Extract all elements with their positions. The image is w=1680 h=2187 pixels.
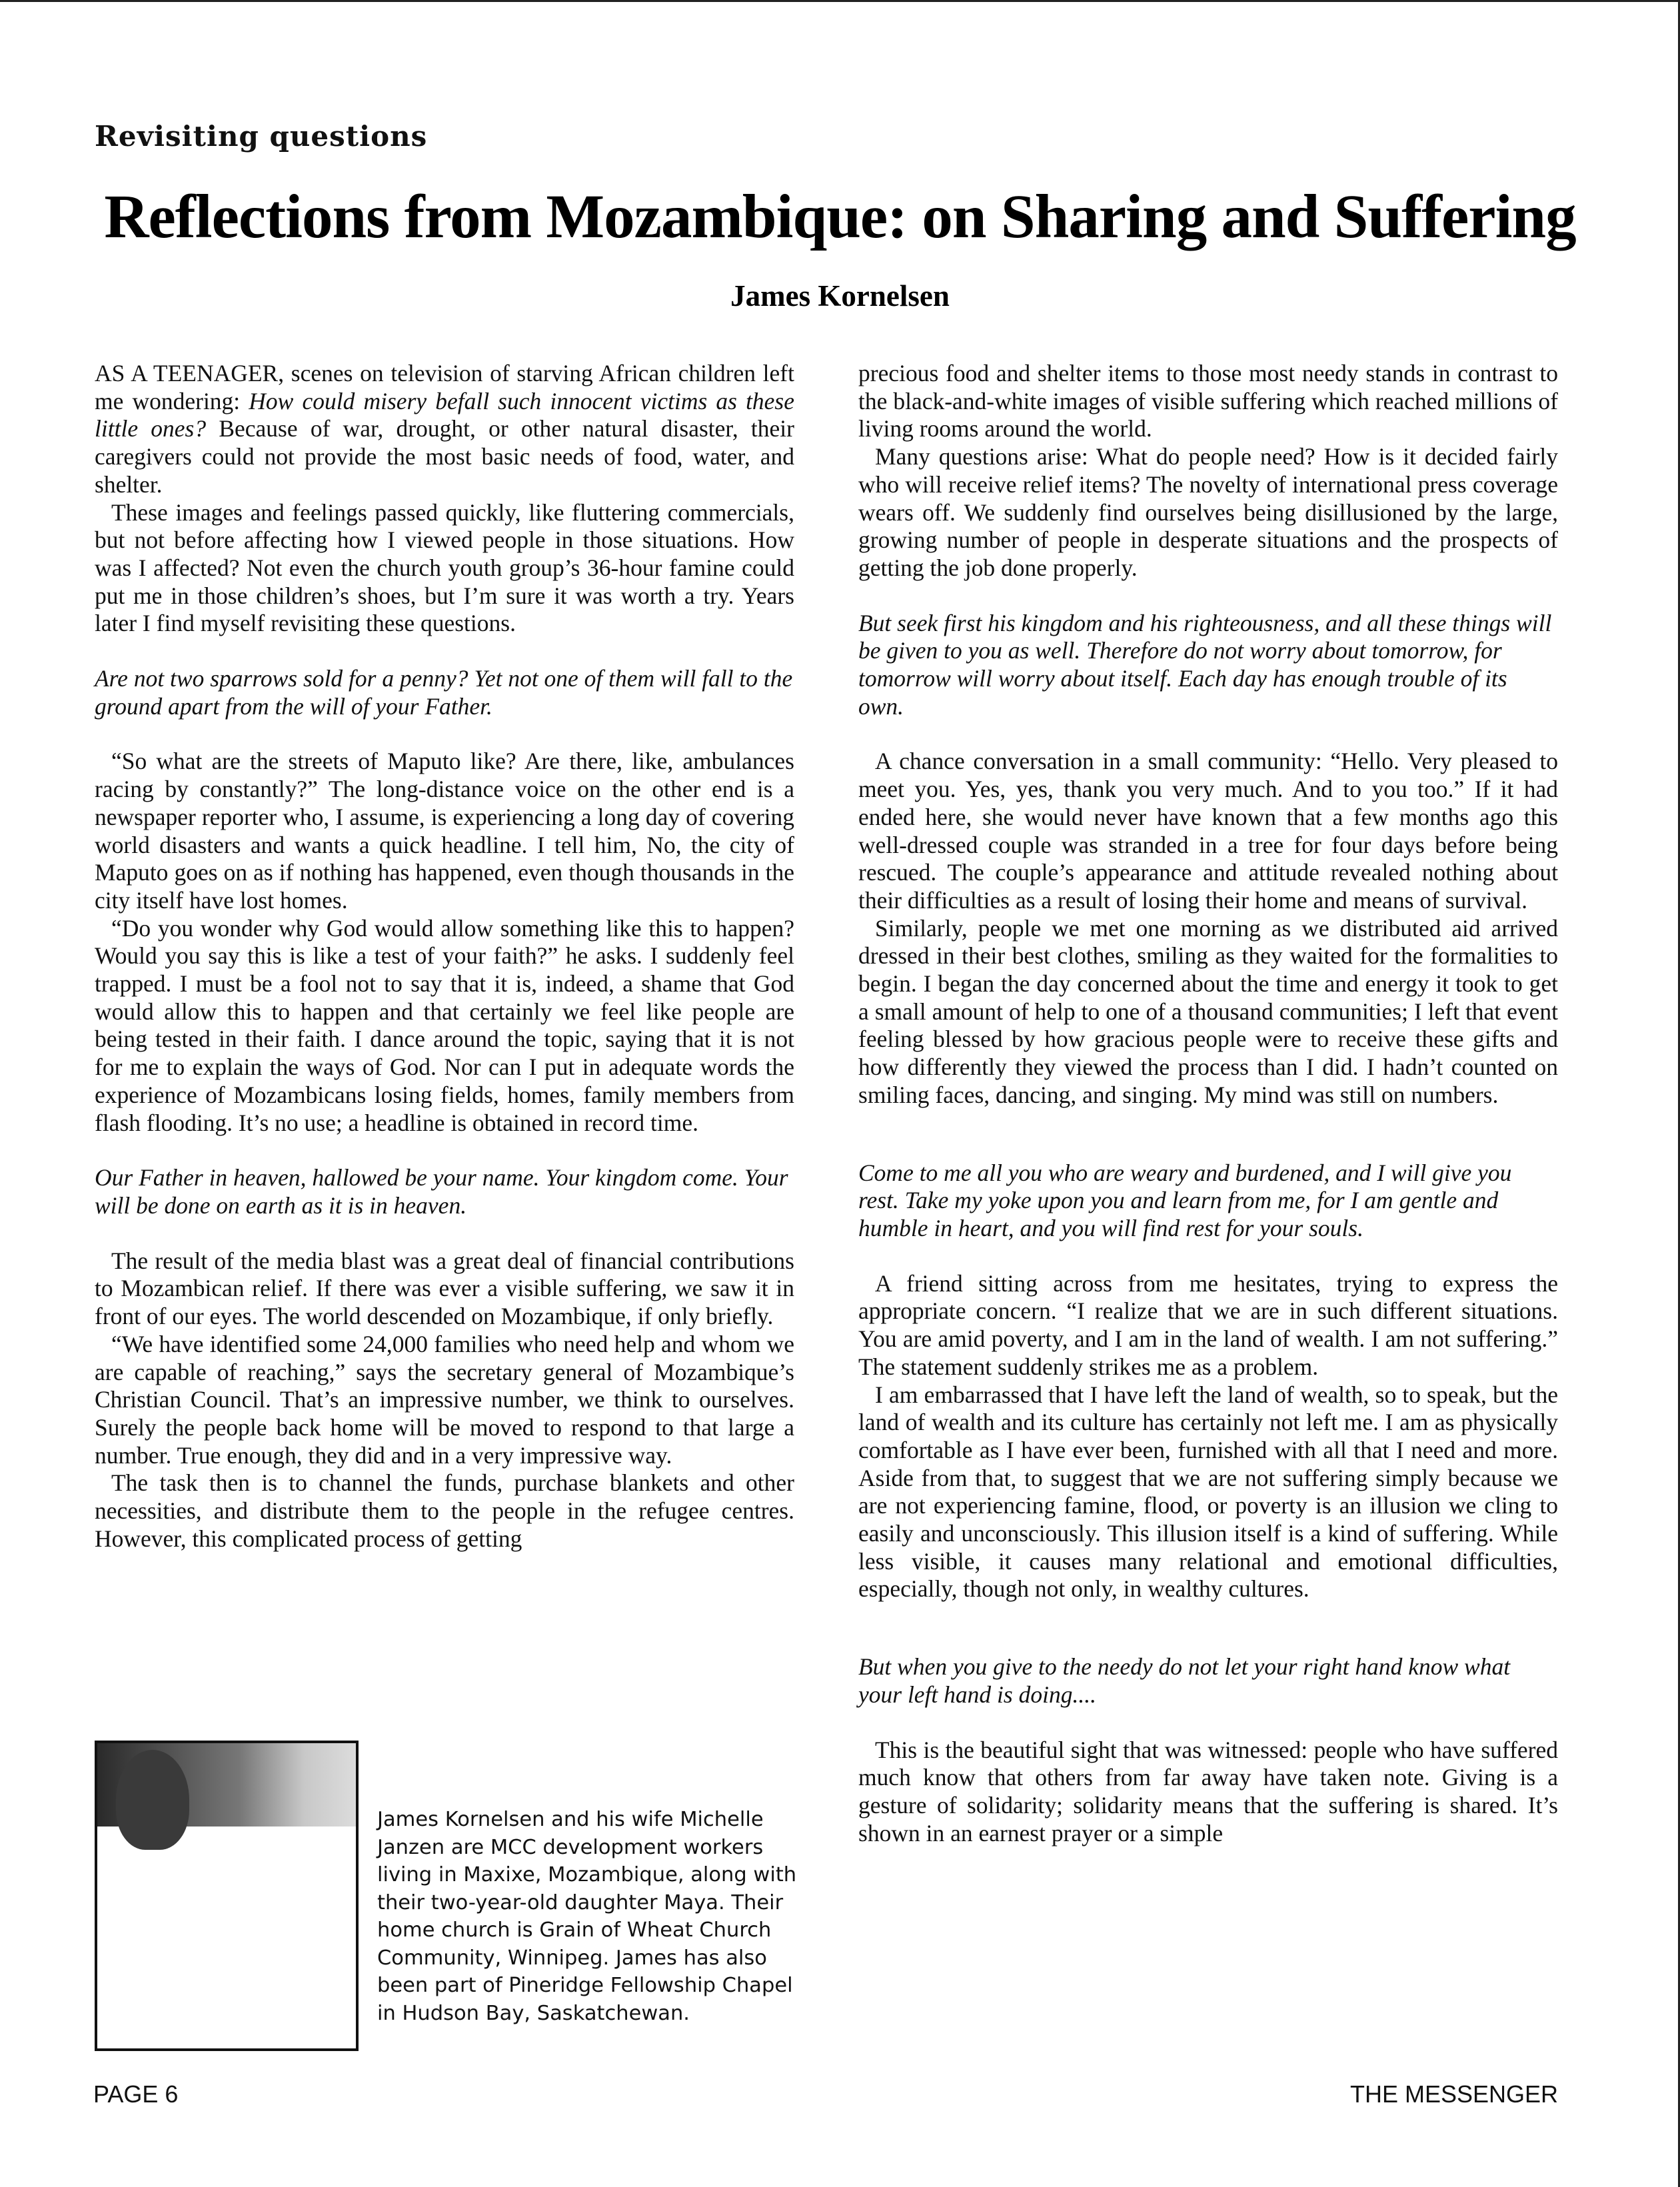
- paragraph: These images and feelings passed quickly, like fluttering commercials, but not before affecting how I viewed people in those situations. How was I affected? Not even the church youth group’s 36-hour famine could put me in those children’s shoes, but I’m sure it was worth a try. Years later I find myself revisiting these questions.: [95, 498, 794, 637]
- article-title: Reflections from Mozambique: on Sharing and Suffering: [104, 183, 1576, 251]
- page-border-top: [0, 0, 1680, 2]
- photo-portrait-silhouette: [116, 1750, 189, 1850]
- scripture-quote: Are not two sparrows sold for a penny? Yet not one of them will fall to the ground apart from the will of your Father.: [95, 665, 793, 720]
- inline-italic-text: How could misery befall such innocent victims as these little ones?: [95, 387, 795, 442]
- author-photo: [95, 1741, 359, 2051]
- scripture-quote: Our Father in heaven, hallowed be your name. Your kingdom come. Your will be done on earth as it is in heaven.: [95, 1164, 788, 1219]
- paragraph-text: AS A TEENAGER, scenes on television of starving African children left me wondering:: [95, 360, 794, 414]
- paragraph: Similarly, people we met one morning as we distributed aid arrived dressed in their best clothes, smiling as they waited for the formalities to begin. I began the day concerned about the time and energy it took to get a small amount of help to one of a thousand communities; I left that event feeling blessed by how gracious people were to receive these gifts and how differently they viewed the process than I did. I hadn’t counted on smiling faces, dancing, and singing. My mind was still on numbers.: [858, 914, 1558, 1108]
- paragraph: The result of the media blast was a great deal of financial contributions to Mozambican relief. If there was ever a visible suffering, we saw it in front of our eyes. The world descended on Mozambique, if only briefly.: [95, 1247, 794, 1330]
- scripture-quote: Come to me all you who are weary and burdened, and I will give you rest. Take my yoke upon you and learn from me, for I am gentle and humble in heart, and you will find rest for your souls.: [858, 1159, 1512, 1241]
- paragraph-text: Because of war, drought, or other natural disaster, their caregivers could not provide the most basic needs of food, water, and shelter.: [95, 415, 794, 498]
- paragraph: “So what are the streets of Maputo like? Are there, like, ambulances racing by constantly?” The long-distance voice on the other end is a newspaper reporter who, I assume, is experiencing a long day of covering world disasters and wants a quick headline. I tell him, No, the city of Maputo goes on as if nothing has happened, even though thousands in the city itself have lost homes.: [95, 748, 794, 914]
- page-number: PAGE 6: [93, 2080, 179, 2108]
- paragraph: [95, 360, 794, 499]
- paragraph: “We have identified some 24,000 families who need help and whom we are capable of reaching,” says the secretary general of Mozambique’s Christian Council. That’s an impressive number, we think to ourselves. Surely the people back home will be moved to respond to that large a number. True enough, they did and in a very impressive way.: [95, 1330, 794, 1469]
- article-author: James Kornelsen: [730, 279, 950, 313]
- paragraph: precious food and shelter items to those most needy stands in contrast to the black-and-white images of visible suffering which reached millions of living rooms around the world.: [858, 360, 1558, 442]
- paragraph: The task then is to channel the funds, purchase blankets and other necessities, and distribute them to the people in the refugee centres. However, this complicated process of getting: [95, 1469, 794, 1552]
- paragraph: “Do you wonder why God would allow something like this to happen? Would you say this is like a test of your faith?” he asks. I suddenly feel trapped. I must be a fool not to say that it is, indeed, a shame that God would allow this to happen and that certainly we feel like people are being tested in their faith. I dance around the topic, saying that it is not for me to explain the ways of God. Nor can I put in adequate words the experience of Mozambicans losing fields, homes, family members from flash flooding. It’s no use; a headline is obtained in record time.: [95, 914, 794, 1136]
- paragraph: I am embarrassed that I have left the land of wealth, so to speak, but the land of wealth and its culture has certainly not left me. I am as physically comfortable as I have ever been, furnished with all that I need and more. Aside from that, to suggest that we are not suffering simply because we are not experiencing famine, flood, or poverty is an illusion we cling to easily and unconsciously. This illusion itself is a kind of suffering. While less visible, it causes many relational and emotional difficulties, especially, though not only, in wealthy cultures.: [858, 1381, 1558, 1603]
- paragraph: Many questions arise: What do people need? How is it decided fairly who will receive relief items? The novelty of international press coverage wears off. We suddenly find ourselves being disillusioned by the large, growing number of people in desperate situations and the prospects of getting the job done properly.: [858, 443, 1558, 581]
- paragraph: A friend sitting across from me hesitates, trying to express the appropriate concern. “I realize that we are in such different situations. You are amid poverty, and I am in the land of wealth. I am not suffering.” The statement suddenly strikes me as a problem.: [858, 1269, 1558, 1380]
- publication-name: THE MESSENGER: [1349, 2080, 1558, 2108]
- left-column: [95, 360, 794, 1553]
- scripture-quote: But seek first his kingdom and his righteousness, and all these things will be given to you as well. Therefore do not worry about tomorrow, for tomorrow will worry about itself. Each day has enough trouble of its own.: [858, 609, 1552, 720]
- paragraph: A chance conversation in a small community: “Hello. Very pleased to meet you. Yes, yes, thank you very much. And to you too.” If it had ended here, she would never have known that a few months ago this well-dressed couple was stranded in a tree for four days before being rescued. The couple’s appearance and attitude revealed nothing about their difficulties as a result of losing their home and means of survival.: [858, 748, 1558, 914]
- paragraph: This is the beautiful sight that was witnessed: people who have suffered much know that others from far away have taken note. Giving is a gesture of solidarity; solidarity means that the suffering is shared. It’s shown in an earnest prayer or a simple: [858, 1736, 1558, 1846]
- section-label: Revisiting questions: [95, 120, 428, 153]
- scripture-quote: But when you give to the needy do not let your right hand know what your left hand is doing....: [858, 1653, 1511, 1708]
- author-bio: James Kornelsen and his wife Michelle Janzen are MCC development workers living in Maxixe, Mozambique, along with their two-year-old daughter Maya. Their home church is Grain of Wheat Church Community, Winnipeg. James has also been part of Pineridge Fellowship Chapel in Hudson Bay, Saskatchewan.: [377, 1808, 797, 2025]
- right-column: [858, 360, 1558, 1847]
